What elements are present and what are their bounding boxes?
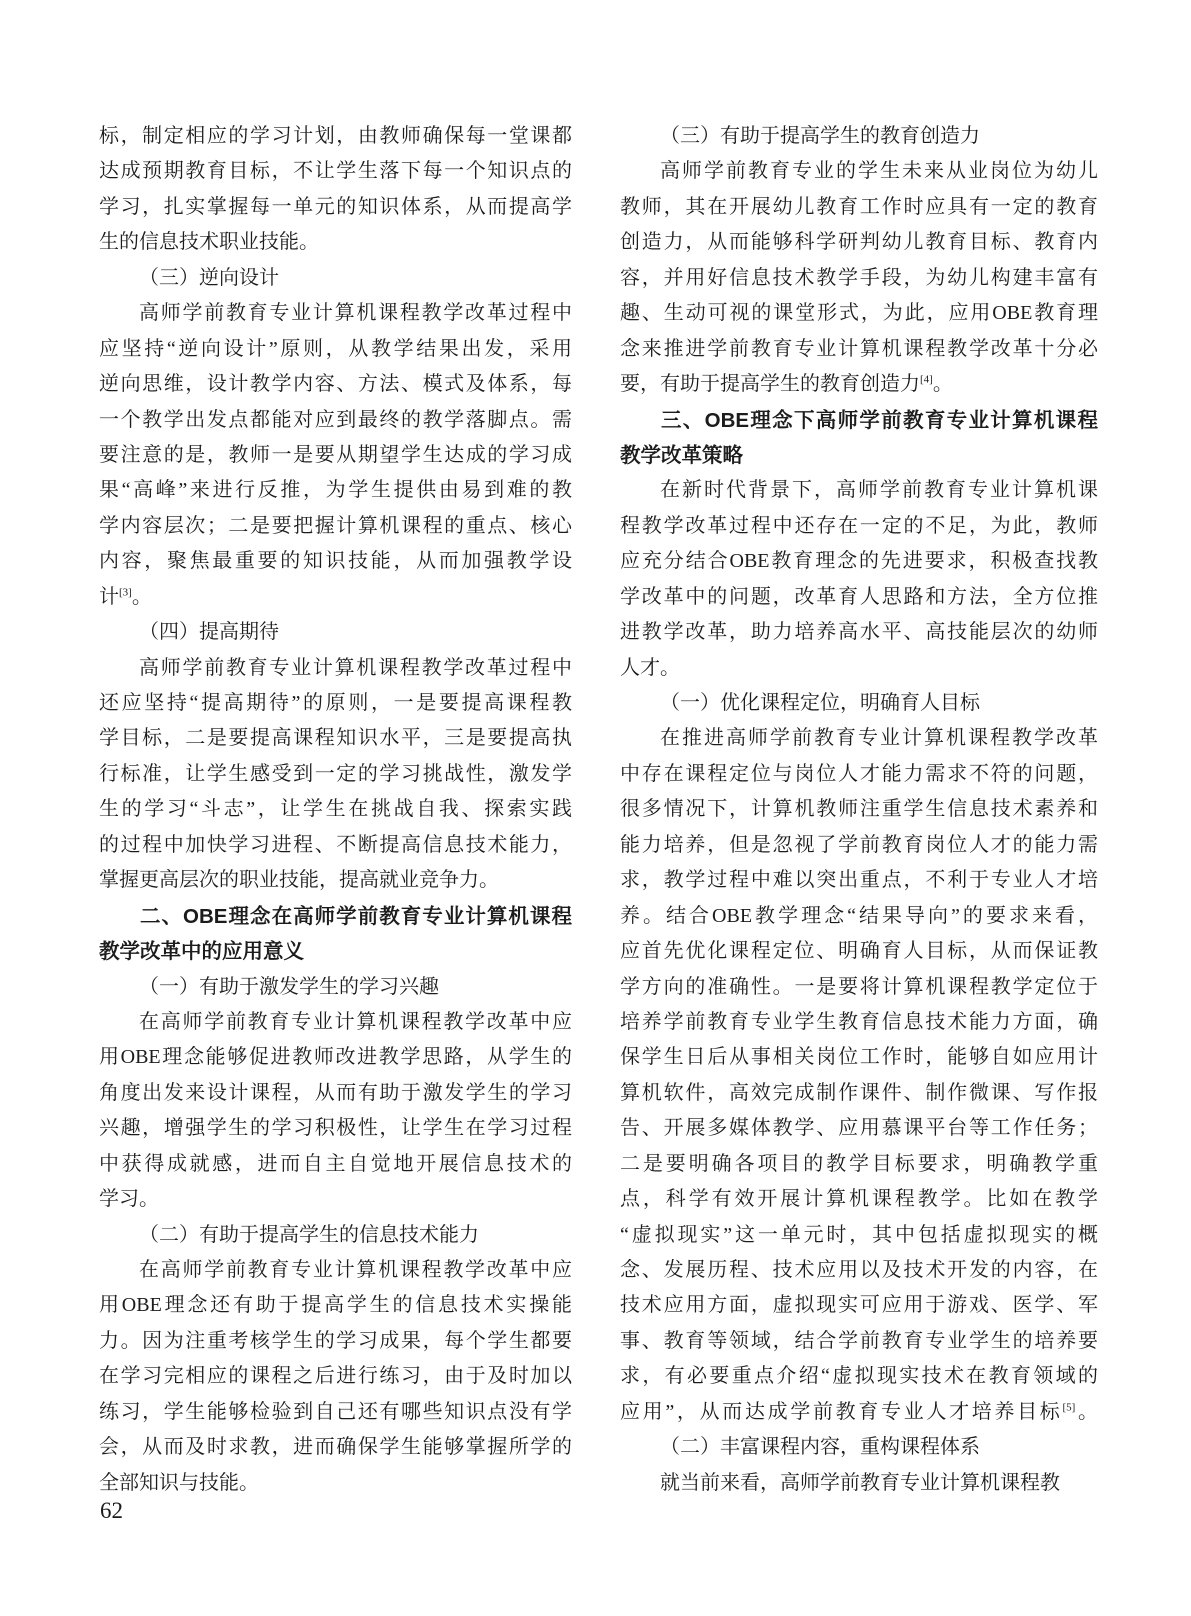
body-text-line: 内容，聚焦最重要的知识技能，从而加强教学设 (99, 550, 572, 573)
body-text-line: 应坚持“逆向设计”原则，从教学结果出发，采用 (99, 337, 572, 360)
body-text-line: 创造力，从而能够科学研判幼儿教育目标、教育内 (620, 231, 1098, 254)
body-text-line: “虚拟现实”这一单元时，其中包括虚拟现实的概 (620, 1223, 1098, 1246)
body-text-line: 在高师学前教育专业计算机课程教学改革中应 (139, 1010, 572, 1033)
body-text-line: 生的信息技术职业技能。 (99, 231, 319, 254)
citation-marker: [5] (1062, 1401, 1076, 1414)
section-heading: 二、OBE理念在高师学前教育专业计算机课程 (140, 904, 572, 928)
body-text-line: 学目标，二是要提高课程知识水平，三是要提高执 (99, 727, 572, 750)
body-text-line: 应充分结合OBE教育理念的先进要求，积极查找教 (620, 550, 1098, 573)
body-text-line: 标，制定相应的学习计划，由教师确保每一堂课都 (99, 125, 572, 147)
body-text-line: 事、教育等领域，结合学前教育专业学生的培养要 (620, 1329, 1098, 1352)
body-text-line: 应用”，从而达成学前教育专业人才培养目标[5]。 (620, 1400, 1098, 1423)
body-text-line: 全部知识与技能。 (99, 1471, 259, 1494)
body-text-line: 在推进高师学前教育专业计算机课程教学改革 (660, 727, 1098, 750)
body-text-line: 逆向思维，设计教学内容、方法、模式及体系，每 (99, 373, 572, 396)
citation-marker: [4] (920, 373, 933, 386)
body-text-line: 力。因为注重考核学生的学习成果，每个学生都要 (99, 1329, 572, 1352)
page-number: 62 (100, 1498, 123, 1523)
body-text-line: 在新时代背景下，高师学前教育专业计算机课 (660, 479, 1098, 502)
subsection-heading: （二）丰富课程内容，重构课程体系 (660, 1436, 980, 1459)
body-text-line: 学习，扎实掌握每一单元的知识体系，从而提高学 (99, 195, 572, 218)
body-text-line: 进教学改革，助力培养高水平、高技能层次的幼师 (620, 621, 1098, 644)
body-text-line: 应首先优化课程定位、明确育人目标，从而保证教 (620, 940, 1098, 963)
section-heading: 教学改革策略 (620, 443, 743, 467)
body-text-line: 练习，学生能够检验到自己还有哪些知识点没有学 (99, 1400, 572, 1423)
body-text-line: 高师学前教育专业计算机课程教学改革过程中 (139, 302, 572, 325)
body-text-line: 人才。 (620, 656, 680, 679)
body-text-line: 很多情况下，计算机教师注重学生信息技术素养和 (620, 798, 1098, 821)
left-column (99, 119, 572, 1501)
body-text-line: 念、发展历程、技术应用以及技术开发的内容，在 (620, 1259, 1098, 1281)
body-text-line: 生的学习“斗志”，让学生在挑战自我、探索实践 (99, 798, 572, 821)
body-text-line: 的过程中加快学习进程、不断提高信息技术能力， (99, 833, 572, 856)
body-text-line: 就当前来看，高师学前教育专业计算机课程教 (660, 1471, 1060, 1494)
body-text-line: 还应坚持“提高期待”的原则，一是要提高课程教 (99, 692, 572, 714)
body-text-line: 点，科学有效开展计算机课程教学。比如在教学 (620, 1188, 1098, 1211)
section-heading: 教学改革中的应用意义 (99, 940, 304, 964)
body-text-line: 培养学前教育专业学生教育信息技术能力方面，确 (620, 1010, 1098, 1033)
body-text-line: 行标准，让学生感受到一定的学习挑战性，激发学 (99, 762, 572, 785)
body-text-line: 要，有助于提高学生的教育创造力[4]。 (620, 373, 953, 396)
body-text-line: 念来推进学前教育专业计算机课程教学改革十分必 (620, 337, 1098, 360)
body-text-line: 计[3]。 (99, 585, 152, 608)
body-text-line: 掌握更高层次的职业技能，提高就业竞争力。 (99, 869, 499, 892)
subsection-heading: （三）逆向设计 (139, 266, 279, 289)
body-text-line: 容，并用好信息技术教学手段，为幼儿构建丰富有 (620, 266, 1098, 289)
subsection-heading: （三）有助于提高学生的教育创造力 (660, 125, 980, 147)
body-text-line: 中获得成就感，进而自主自觉地开展信息技术的 (99, 1152, 572, 1175)
subsection-heading: （四）提高期待 (139, 621, 279, 644)
body-text-line: 兴趣，增强学生的学习积极性，让学生在学习过程 (99, 1117, 572, 1140)
body-text-line: 会，从而及时求教，进而确保学生能够掌握所学的 (99, 1436, 572, 1459)
body-text-line: 在学习完相应的课程之后进行练习，由于及时加以 (99, 1365, 572, 1388)
body-text-line: 保学生日后从事相关岗位工作时，能够自如应用计 (620, 1046, 1098, 1069)
body-text-line: 求，有必要重点介绍“虚拟现实技术在教育领域的 (620, 1365, 1098, 1388)
body-text-line: 要注意的是，教师一是要从期望学生达成的学习成 (99, 443, 572, 466)
subsection-heading: （一）有助于激发学生的学习兴趣 (139, 975, 439, 998)
body-text-line: 教师，其在开展幼儿教育工作时应具有一定的教育 (620, 195, 1098, 218)
body-text-line: 养。结合OBE教学理念“结果导向”的要求来看， (620, 904, 1098, 927)
body-text-line: 告、开展多媒体教学、应用慕课平台等工作任务； (620, 1117, 1098, 1140)
subsection-heading: （二）有助于提高学生的信息技术能力 (139, 1223, 479, 1246)
body-text-line: 高师学前教育专业的学生未来从业岗位为幼儿 (660, 160, 1098, 183)
body-text-line: 求，教学过程中难以突出重点，不利于专业人才培 (620, 869, 1098, 892)
body-text-line: 用OBE理念还有助于提高学生的信息技术实操能 (99, 1294, 572, 1317)
body-text-line: 一个教学出发点都能对应到最终的教学落脚点。需 (99, 408, 572, 431)
body-text-line: 程教学改革过程中还存在一定的不足，为此，教师 (620, 514, 1098, 537)
body-text-line: 在高师学前教育专业计算机课程教学改革中应 (139, 1259, 572, 1281)
body-text-line: 用OBE理念能够促进教师改进教学思路，从学生的 (99, 1046, 572, 1069)
right-column (620, 119, 1098, 1501)
citation-marker: [3] (119, 586, 132, 599)
body-text-line: 学习。 (99, 1188, 159, 1211)
body-text-line: 趣、生动可视的课堂形式，为此，应用OBE教育理 (620, 302, 1098, 325)
body-text-line: 学内容层次；二是要把握计算机课程的重点、核心 (99, 514, 572, 537)
body-text-line: 学方向的准确性。一是要将计算机课程教学定位于 (620, 975, 1098, 998)
body-text-line: 学改革中的问题，改革育人思路和方法，全方位推 (620, 585, 1098, 608)
body-text-line: 算机软件，高效完成制作课件、制作微课、写作报 (620, 1081, 1098, 1104)
subsection-heading: （一）优化课程定位，明确育人目标 (660, 692, 980, 714)
body-text-line: 中存在课程定位与岗位人才能力需求不符的问题， (620, 762, 1098, 785)
body-text-line: 二是要明确各项目的教学目标要求，明确教学重 (620, 1152, 1098, 1175)
body-text-line: 技术应用方面，虚拟现实可应用于游戏、医学、军 (620, 1294, 1098, 1317)
body-text-line: 果“高峰”来进行反推，为学生提供由易到难的教 (99, 479, 572, 502)
body-text-line: 达成预期教育目标，不让学生落下每一个知识点的 (99, 160, 572, 183)
body-text-line: 高师学前教育专业计算机课程教学改革过程中 (139, 656, 572, 679)
body-text-line: 能力培养，但是忽视了学前教育岗位人才的能力需 (620, 833, 1098, 856)
section-heading: 三、OBE理念下高师学前教育专业计算机课程 (661, 408, 1098, 432)
body-text-line: 角度出发来设计课程，从而有助于激发学生的学习 (99, 1081, 572, 1104)
